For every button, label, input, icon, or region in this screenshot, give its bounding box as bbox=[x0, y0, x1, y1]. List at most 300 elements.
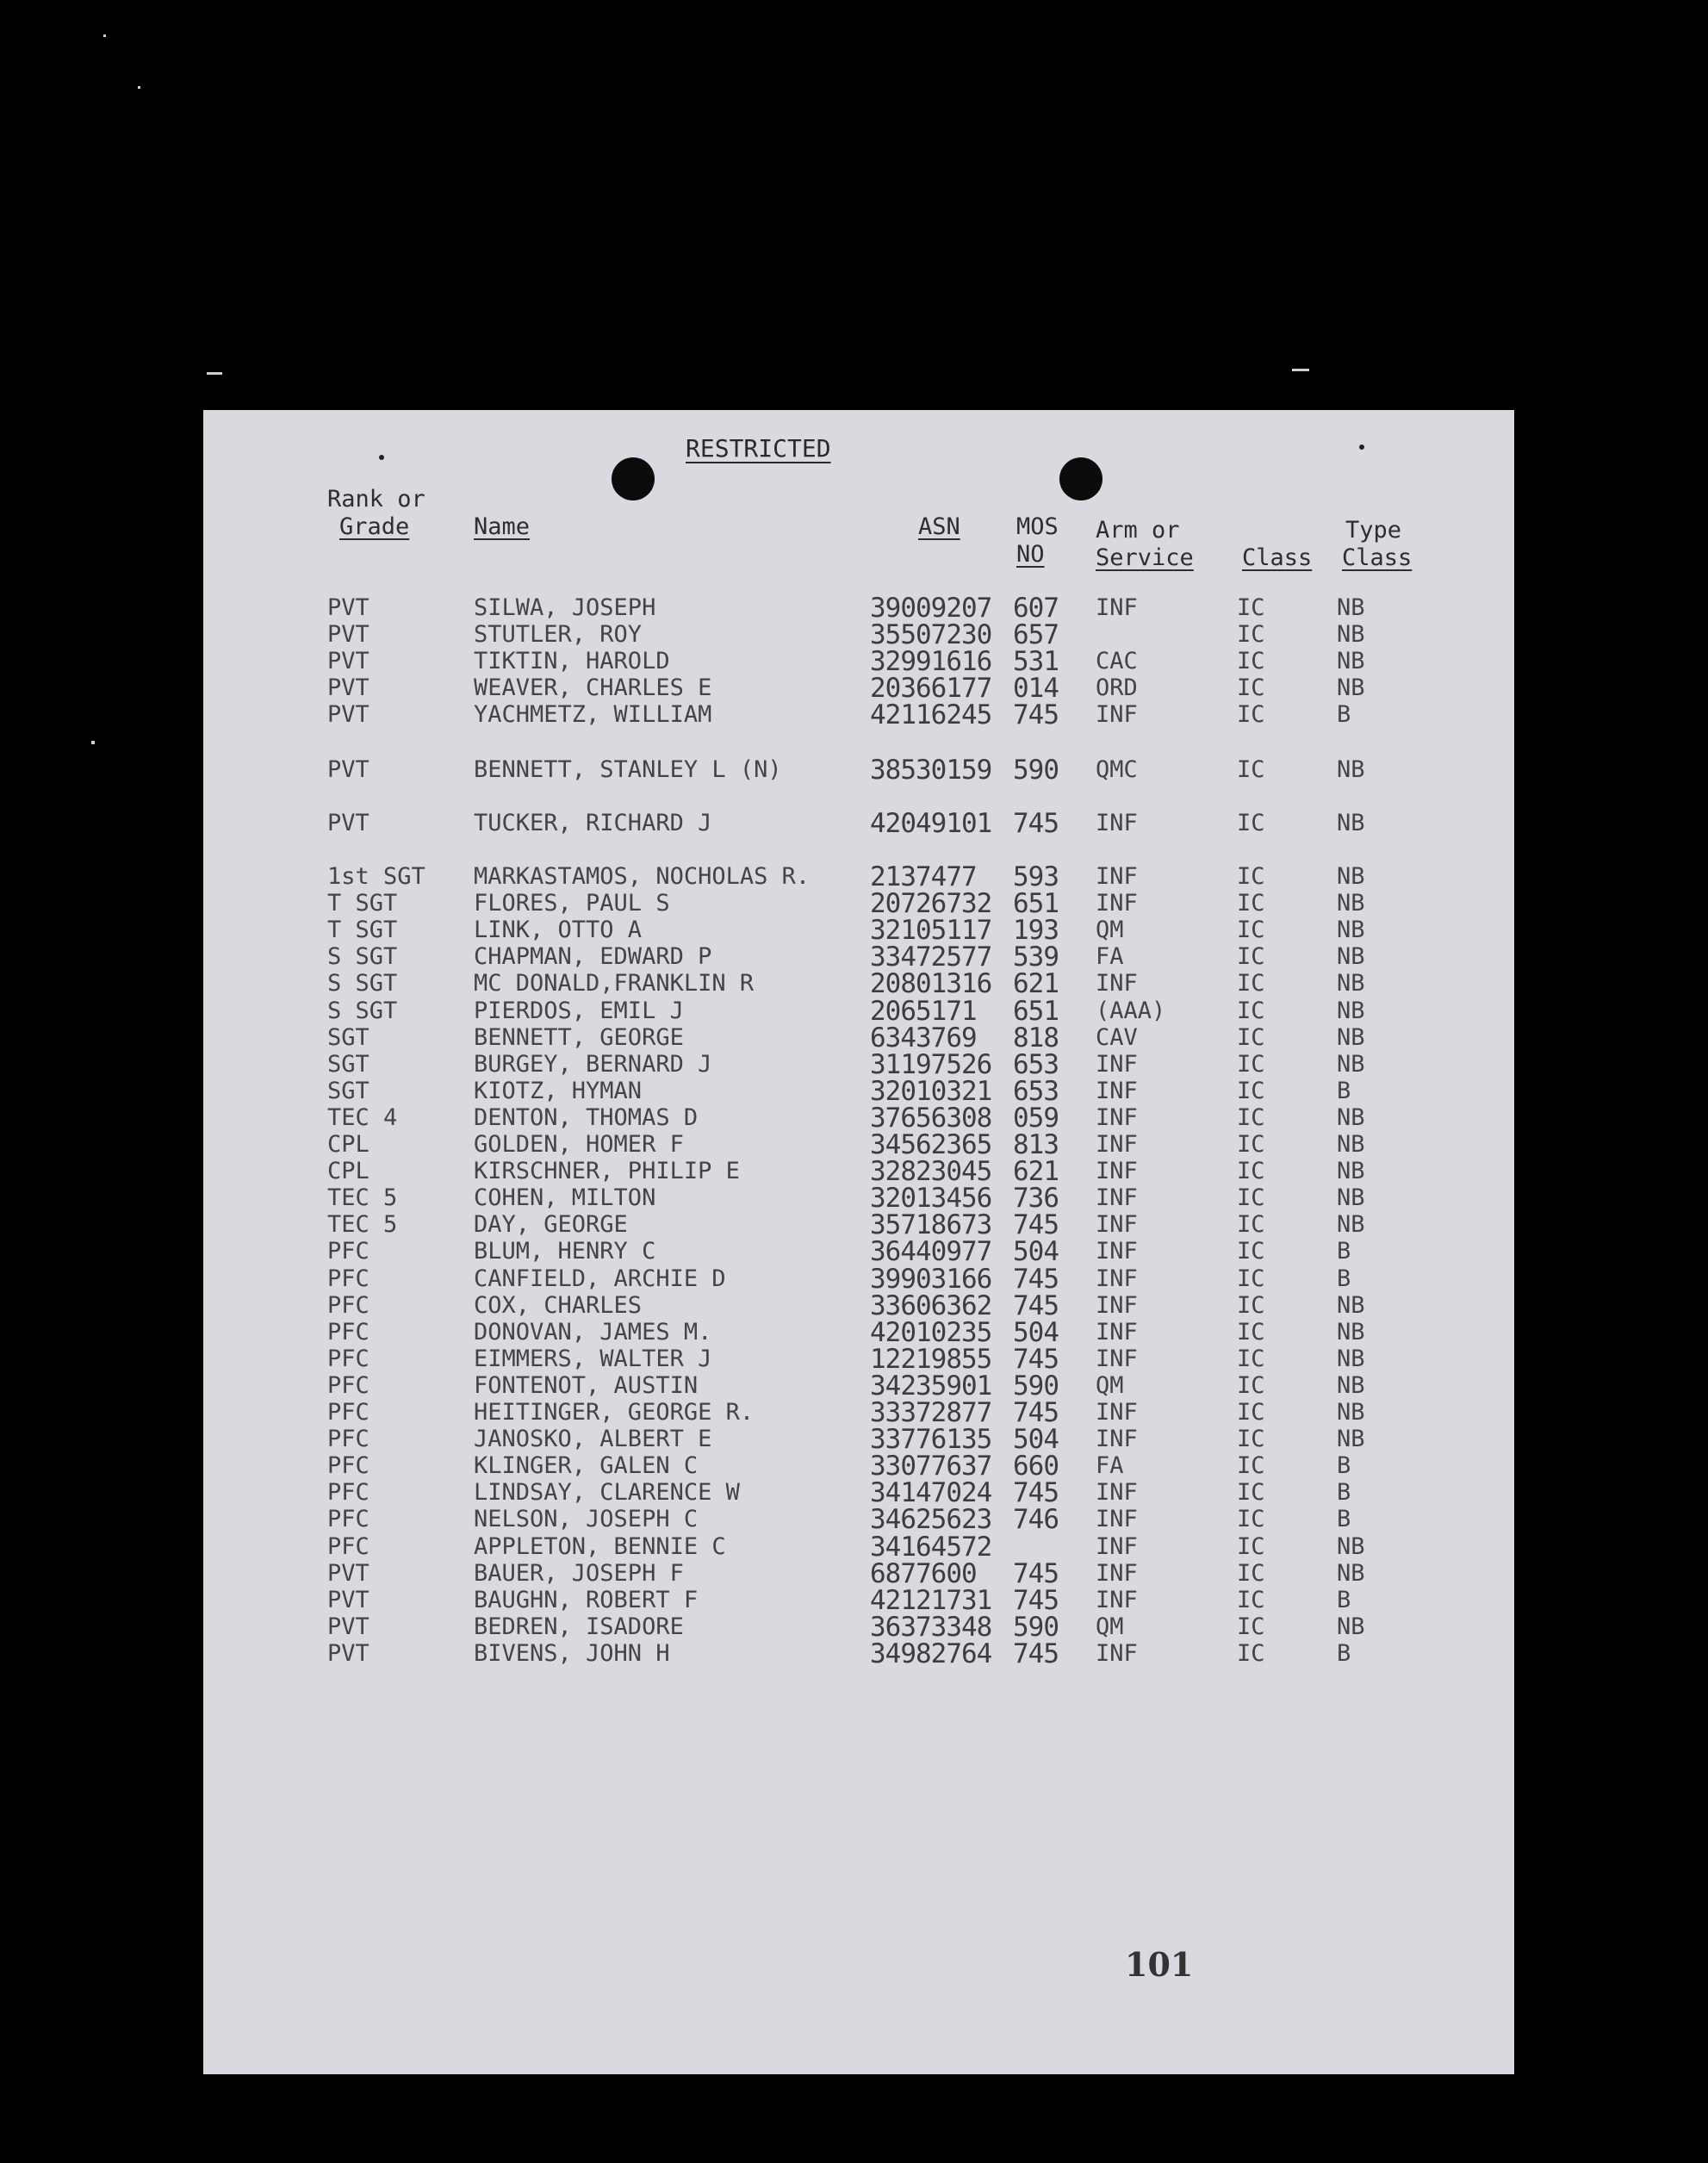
page-number: 101 bbox=[1125, 1945, 1194, 1984]
name-cell: BENNETT, GEORGE bbox=[474, 1023, 684, 1051]
table-row bbox=[203, 701, 1514, 729]
mos-cell: 651 bbox=[1013, 888, 1059, 920]
asn-cell: 32991616 bbox=[870, 646, 992, 677]
table-row bbox=[203, 888, 1514, 920]
type-class-cell: NB bbox=[1337, 1318, 1365, 1346]
arm-cell: CAC bbox=[1096, 648, 1138, 674]
type-class-cell: NB bbox=[1337, 1291, 1365, 1319]
mos-cell: 745 bbox=[1013, 1209, 1059, 1241]
table-row bbox=[203, 1479, 1514, 1507]
class-cell: IC bbox=[1237, 1532, 1265, 1560]
asn-cell: 2137477 bbox=[870, 861, 977, 892]
asn-cell: 34562365 bbox=[870, 1129, 992, 1160]
type-class-cell: B bbox=[1337, 1452, 1351, 1480]
rank-cell: PVT bbox=[327, 701, 370, 728]
mos-cell: 607 bbox=[1013, 593, 1059, 624]
name-cell: BIVENS, JOHN H bbox=[474, 1639, 670, 1667]
mos-cell: 504 bbox=[1013, 1424, 1059, 1456]
rank-cell: TEC 5 bbox=[327, 1184, 398, 1212]
asn-cell: 6343769 bbox=[870, 1022, 977, 1054]
rank-cell: SGT bbox=[327, 1050, 370, 1078]
type-class-cell: NB bbox=[1337, 1211, 1365, 1239]
table-row bbox=[203, 621, 1514, 649]
rank-cell: PFC bbox=[327, 1371, 370, 1399]
type-class-cell: NB bbox=[1337, 756, 1365, 783]
rank-cell: PVT bbox=[327, 1639, 370, 1667]
header-mos-line1: MOS bbox=[1016, 513, 1059, 540]
name-cell: APPLETON, BENNIE C bbox=[474, 1532, 726, 1560]
type-class-cell: B bbox=[1337, 1639, 1351, 1667]
name-cell: JANOSKO, ALBERT E bbox=[474, 1426, 712, 1453]
arm-cell: QM bbox=[1096, 917, 1124, 944]
asn-cell: 32013456 bbox=[870, 1183, 992, 1215]
header-class: Class bbox=[1242, 544, 1313, 571]
name-cell: BURGEY, BERNARD J bbox=[474, 1050, 712, 1078]
table-row bbox=[203, 1183, 1514, 1215]
arm-cell: QM bbox=[1096, 1371, 1124, 1399]
name-cell: BENNETT, STANLEY L (N) bbox=[474, 756, 782, 783]
type-class-cell: NB bbox=[1337, 1103, 1365, 1131]
type-class-cell: B bbox=[1337, 1586, 1351, 1613]
header-type-class bbox=[1342, 517, 1412, 572]
class-cell: IC bbox=[1237, 1426, 1265, 1453]
punch-hole bbox=[612, 457, 655, 500]
mos-cell: 745 bbox=[1013, 1290, 1059, 1321]
header-rank bbox=[327, 486, 425, 541]
arm-cell: INF bbox=[1096, 1399, 1138, 1426]
name-cell: DAY, GEORGE bbox=[474, 1211, 628, 1239]
asn-cell: 38530159 bbox=[870, 755, 992, 786]
table-row bbox=[203, 1316, 1514, 1348]
table-row bbox=[203, 970, 1514, 998]
rank-cell: PVT bbox=[327, 756, 370, 783]
arm-cell: INF bbox=[1096, 1559, 1138, 1587]
classification-banner: RESTRICTED bbox=[686, 434, 831, 463]
class-cell: IC bbox=[1237, 1613, 1265, 1640]
document-page bbox=[203, 410, 1514, 2074]
rank-cell: SGT bbox=[327, 1077, 370, 1104]
type-class-cell: NB bbox=[1337, 1131, 1365, 1158]
rank-cell: PFC bbox=[327, 1265, 370, 1292]
class-cell: IC bbox=[1237, 1371, 1265, 1399]
rank-cell: T SGT bbox=[327, 917, 398, 944]
table-row bbox=[203, 1075, 1514, 1107]
asn-cell: 34625623 bbox=[870, 1504, 992, 1536]
arm-cell: INF bbox=[1096, 1131, 1138, 1158]
type-class-cell: NB bbox=[1337, 970, 1365, 998]
mos-cell: 660 bbox=[1013, 1451, 1059, 1482]
arm-cell: INF bbox=[1096, 1318, 1138, 1346]
header-arm bbox=[1096, 517, 1194, 572]
punch-hole bbox=[1059, 457, 1102, 500]
rank-cell: PVT bbox=[327, 810, 370, 836]
type-class-cell: NB bbox=[1337, 621, 1365, 648]
arm-cell: INF bbox=[1096, 810, 1138, 836]
rank-cell: PFC bbox=[327, 1318, 370, 1346]
arm-cell: QMC bbox=[1096, 756, 1138, 783]
table-row bbox=[203, 1640, 1514, 1668]
table-row bbox=[203, 1024, 1514, 1052]
asn-cell: 32010321 bbox=[870, 1075, 992, 1107]
scan-speck bbox=[1292, 369, 1309, 371]
type-class-cell: NB bbox=[1337, 674, 1365, 701]
scan-speck bbox=[91, 741, 95, 744]
table-row bbox=[203, 648, 1514, 675]
class-cell: IC bbox=[1237, 1399, 1265, 1426]
name-cell: BAUER, JOSEPH F bbox=[474, 1559, 684, 1587]
type-class-cell: NB bbox=[1337, 1613, 1365, 1640]
arm-cell: INF bbox=[1096, 1103, 1138, 1131]
table-row bbox=[203, 995, 1514, 1027]
type-class-cell: B bbox=[1337, 1506, 1351, 1533]
class-cell: IC bbox=[1237, 863, 1265, 890]
name-cell: LINK, OTTO A bbox=[474, 917, 643, 944]
arm-cell: FA bbox=[1096, 1452, 1124, 1480]
header-asn: ASN bbox=[918, 513, 960, 540]
class-cell: IC bbox=[1237, 1506, 1265, 1533]
arm-cell: CAV bbox=[1096, 1023, 1138, 1051]
table-row bbox=[203, 1504, 1514, 1536]
name-cell: KIOTZ, HYMAN bbox=[474, 1077, 643, 1104]
type-class-cell: NB bbox=[1337, 890, 1365, 917]
class-cell: IC bbox=[1237, 1050, 1265, 1078]
class-cell: IC bbox=[1237, 1238, 1265, 1265]
table-row bbox=[203, 1343, 1514, 1375]
mos-cell: 745 bbox=[1013, 699, 1059, 730]
asn-cell: 33077637 bbox=[870, 1451, 992, 1482]
header-arm-line1: Arm or bbox=[1096, 517, 1180, 544]
class-cell: IC bbox=[1237, 1291, 1265, 1319]
name-cell: HEITINGER, GEORGE R. bbox=[474, 1399, 755, 1426]
type-class-cell: B bbox=[1337, 1479, 1351, 1507]
name-cell: GOLDEN, HOMER F bbox=[474, 1131, 684, 1158]
table-row bbox=[203, 1048, 1514, 1080]
type-class-cell: NB bbox=[1337, 863, 1365, 890]
mos-cell: 651 bbox=[1013, 995, 1059, 1027]
asn-cell: 20726732 bbox=[870, 888, 992, 920]
rank-cell: TEC 4 bbox=[327, 1103, 398, 1131]
asn-cell: 42116245 bbox=[870, 699, 992, 730]
type-class-cell: NB bbox=[1337, 1158, 1365, 1185]
arm-cell: INF bbox=[1096, 1479, 1138, 1507]
name-cell: KIRSCHNER, PHILIP E bbox=[474, 1158, 740, 1185]
arm-cell: INF bbox=[1096, 1506, 1138, 1533]
rank-cell: PFC bbox=[327, 1399, 370, 1426]
arm-cell: QM bbox=[1096, 1613, 1124, 1640]
mos-cell: 746 bbox=[1013, 1504, 1059, 1536]
table-row bbox=[203, 1211, 1514, 1239]
type-class-cell: B bbox=[1337, 1077, 1351, 1104]
type-class-cell: NB bbox=[1337, 1184, 1365, 1212]
asn-cell: 33776135 bbox=[870, 1424, 992, 1456]
mos-cell: 745 bbox=[1013, 1557, 1059, 1589]
arm-cell: INF bbox=[1096, 594, 1138, 621]
arm-cell: INF bbox=[1096, 1345, 1138, 1372]
table-row bbox=[203, 1533, 1514, 1561]
table-row bbox=[203, 594, 1514, 622]
name-cell: CANFIELD, ARCHIE D bbox=[474, 1265, 726, 1292]
arm-cell: INF bbox=[1096, 1291, 1138, 1319]
arm-cell: INF bbox=[1096, 1211, 1138, 1239]
rank-cell: PFC bbox=[327, 1506, 370, 1533]
asn-cell: 6877600 bbox=[870, 1557, 977, 1589]
class-cell: IC bbox=[1237, 1158, 1265, 1185]
name-cell: BEDREN, ISADORE bbox=[474, 1613, 684, 1640]
class-cell: IC bbox=[1237, 1318, 1265, 1346]
arm-cell: (AAA) bbox=[1096, 997, 1166, 1024]
name-cell: DONOVAN, JAMES M. bbox=[474, 1318, 712, 1346]
class-cell: IC bbox=[1237, 1452, 1265, 1480]
mos-cell: 745 bbox=[1013, 1638, 1059, 1669]
name-cell: SILWA, JOSEPH bbox=[474, 594, 656, 621]
asn-cell: 2065171 bbox=[870, 995, 977, 1027]
type-class-cell: NB bbox=[1337, 810, 1365, 836]
header-rank-line1: Rank or bbox=[327, 486, 425, 513]
type-class-cell: B bbox=[1337, 1265, 1351, 1292]
mos-cell: 504 bbox=[1013, 1316, 1059, 1348]
table-row bbox=[203, 1265, 1514, 1293]
arm-cell: ORD bbox=[1096, 674, 1138, 701]
name-cell: MC DONALD,FRANKLIN R bbox=[474, 970, 755, 998]
rank-cell: PVT bbox=[327, 1613, 370, 1640]
arm-cell: INF bbox=[1096, 701, 1138, 728]
class-cell: IC bbox=[1237, 1345, 1265, 1372]
table-row bbox=[203, 915, 1514, 947]
name-cell: BAUGHN, ROBERT F bbox=[474, 1586, 699, 1613]
type-class-cell: NB bbox=[1337, 917, 1365, 944]
rank-cell: CPL bbox=[327, 1131, 370, 1158]
type-class-cell: NB bbox=[1337, 1371, 1365, 1399]
asn-cell: 34235901 bbox=[870, 1370, 992, 1402]
type-class-cell: NB bbox=[1337, 1532, 1365, 1560]
paper-mark bbox=[1359, 444, 1364, 450]
class-cell: IC bbox=[1237, 701, 1265, 728]
class-cell: IC bbox=[1237, 970, 1265, 998]
mos-cell: 653 bbox=[1013, 1075, 1059, 1107]
header-name: Name bbox=[474, 513, 531, 540]
mos-cell: 590 bbox=[1013, 1611, 1059, 1643]
table-row bbox=[203, 1452, 1514, 1480]
asn-cell: 42121731 bbox=[870, 1584, 992, 1616]
type-class-cell: NB bbox=[1337, 594, 1365, 621]
table-row bbox=[203, 943, 1514, 971]
arm-cell: INF bbox=[1096, 1532, 1138, 1560]
type-class-cell: B bbox=[1337, 1238, 1351, 1265]
table-row bbox=[203, 810, 1514, 837]
name-cell: CHAPMAN, EDWARD P bbox=[474, 943, 712, 971]
table-row bbox=[203, 1156, 1514, 1188]
asn-cell: 33372877 bbox=[870, 1397, 992, 1428]
rank-cell: PFC bbox=[327, 1452, 370, 1480]
type-class-cell: NB bbox=[1337, 1050, 1365, 1078]
name-cell: TIKTIN, HAROLD bbox=[474, 648, 670, 674]
asn-cell: 35718673 bbox=[870, 1209, 992, 1241]
name-cell: EIMMERS, WALTER J bbox=[474, 1345, 712, 1372]
arm-cell: INF bbox=[1096, 1426, 1138, 1453]
mos-cell: 745 bbox=[1013, 1343, 1059, 1375]
asn-cell: 33472577 bbox=[870, 942, 992, 973]
class-cell: IC bbox=[1237, 1184, 1265, 1212]
rank-cell: PFC bbox=[327, 1238, 370, 1265]
class-cell: IC bbox=[1237, 1265, 1265, 1292]
paper-mark bbox=[379, 455, 384, 460]
mos-cell: 593 bbox=[1013, 861, 1059, 892]
class-cell: IC bbox=[1237, 756, 1265, 783]
type-class-cell: NB bbox=[1337, 1345, 1365, 1372]
mos-cell: 539 bbox=[1013, 942, 1059, 973]
class-cell: IC bbox=[1237, 674, 1265, 701]
arm-cell: INF bbox=[1096, 1238, 1138, 1265]
rank-cell: PVT bbox=[327, 1586, 370, 1613]
table-row bbox=[203, 1236, 1514, 1268]
name-cell: COX, CHARLES bbox=[474, 1291, 643, 1319]
asn-cell: 33606362 bbox=[870, 1290, 992, 1321]
name-cell: PIERDOS, EMIL J bbox=[474, 997, 684, 1024]
arm-cell: INF bbox=[1096, 1050, 1138, 1078]
mos-cell: 531 bbox=[1013, 646, 1059, 677]
class-cell: IC bbox=[1237, 1639, 1265, 1667]
rank-cell: PFC bbox=[327, 1345, 370, 1372]
rank-cell: PFC bbox=[327, 1532, 370, 1560]
header-rank-line2: Grade bbox=[339, 513, 410, 540]
mos-cell: 059 bbox=[1013, 1102, 1059, 1134]
mos-cell: 504 bbox=[1013, 1236, 1059, 1268]
table-row bbox=[203, 1584, 1514, 1616]
scan-speck bbox=[103, 34, 106, 37]
rank-cell: PFC bbox=[327, 1426, 370, 1453]
rank-cell: PFC bbox=[327, 1479, 370, 1507]
arm-cell: INF bbox=[1096, 1586, 1138, 1613]
rank-cell: PFC bbox=[327, 1291, 370, 1319]
name-cell: TUCKER, RICHARD J bbox=[474, 810, 712, 836]
header-mos-line2: NO bbox=[1016, 541, 1045, 568]
table-row bbox=[203, 1292, 1514, 1320]
arm-cell: INF bbox=[1096, 1184, 1138, 1212]
asn-cell: 36373348 bbox=[870, 1611, 992, 1643]
rank-cell: PVT bbox=[327, 594, 370, 621]
mos-cell: 621 bbox=[1013, 968, 1059, 1000]
class-cell: IC bbox=[1237, 1077, 1265, 1104]
table-row bbox=[203, 674, 1514, 702]
class-cell: IC bbox=[1237, 890, 1265, 917]
table-row bbox=[203, 756, 1514, 784]
arm-cell: INF bbox=[1096, 863, 1138, 890]
asn-cell: 42010235 bbox=[870, 1316, 992, 1348]
name-cell: BLUM, HENRY C bbox=[474, 1238, 656, 1265]
asn-cell: 34147024 bbox=[870, 1477, 992, 1509]
mos-cell: 736 bbox=[1013, 1183, 1059, 1215]
arm-cell: FA bbox=[1096, 943, 1124, 971]
class-cell: IC bbox=[1237, 621, 1265, 648]
rank-cell: 1st SGT bbox=[327, 863, 425, 890]
mos-cell: 813 bbox=[1013, 1129, 1059, 1160]
rank-cell: CPL bbox=[327, 1158, 370, 1185]
type-class-cell: NB bbox=[1337, 648, 1365, 674]
header-type-line1: Type bbox=[1345, 517, 1402, 544]
mos-cell: 621 bbox=[1013, 1156, 1059, 1188]
rank-cell: SGT bbox=[327, 1023, 370, 1051]
asn-cell: 32105117 bbox=[870, 915, 992, 947]
name-cell: DENTON, THOMAS D bbox=[474, 1103, 699, 1131]
class-cell: IC bbox=[1237, 1479, 1265, 1507]
rank-cell: PVT bbox=[327, 621, 370, 648]
header-type-line2: Class bbox=[1342, 544, 1413, 571]
name-cell: LINDSAY, CLARENCE W bbox=[474, 1479, 740, 1507]
table-row bbox=[203, 1131, 1514, 1159]
rank-cell: PVT bbox=[327, 648, 370, 674]
type-class-cell: NB bbox=[1337, 1399, 1365, 1426]
asn-cell: 36440977 bbox=[870, 1236, 992, 1268]
class-cell: IC bbox=[1237, 1103, 1265, 1131]
class-cell: IC bbox=[1237, 997, 1265, 1024]
arm-cell: INF bbox=[1096, 1265, 1138, 1292]
asn-cell: 31197526 bbox=[870, 1048, 992, 1080]
name-cell: KLINGER, GALEN C bbox=[474, 1452, 699, 1480]
mos-cell: 657 bbox=[1013, 619, 1059, 650]
type-class-cell: B bbox=[1337, 701, 1351, 728]
class-cell: IC bbox=[1237, 943, 1265, 971]
table-row bbox=[203, 863, 1514, 891]
name-cell: FLORES, PAUL S bbox=[474, 890, 670, 917]
table-row bbox=[203, 1424, 1514, 1456]
asn-cell: 20366177 bbox=[870, 673, 992, 704]
mos-cell: 590 bbox=[1013, 755, 1059, 786]
name-cell: NELSON, JOSEPH C bbox=[474, 1506, 699, 1533]
arm-cell: INF bbox=[1096, 1639, 1138, 1667]
class-cell: IC bbox=[1237, 1559, 1265, 1587]
arm-cell: INF bbox=[1096, 970, 1138, 998]
rank-cell: TEC 5 bbox=[327, 1211, 398, 1239]
asn-cell: 37656308 bbox=[870, 1102, 992, 1134]
table-row bbox=[203, 1557, 1514, 1589]
rank-cell: S SGT bbox=[327, 943, 398, 971]
mos-cell: 193 bbox=[1013, 915, 1059, 947]
arm-cell: INF bbox=[1096, 1077, 1138, 1104]
scan-speck bbox=[207, 372, 222, 375]
rank-cell: S SGT bbox=[327, 997, 398, 1024]
class-cell: IC bbox=[1237, 810, 1265, 836]
name-cell: COHEN, MILTON bbox=[474, 1184, 656, 1212]
class-cell: IC bbox=[1237, 594, 1265, 621]
asn-cell: 35507230 bbox=[870, 619, 992, 650]
mos-cell: 745 bbox=[1013, 1584, 1059, 1616]
class-cell: IC bbox=[1237, 1023, 1265, 1051]
asn-cell: 42049101 bbox=[870, 808, 992, 839]
type-class-cell: NB bbox=[1337, 943, 1365, 971]
asn-cell: 39009207 bbox=[870, 593, 992, 624]
table-row bbox=[203, 1104, 1514, 1132]
rank-cell: PVT bbox=[327, 674, 370, 701]
arm-cell: INF bbox=[1096, 890, 1138, 917]
asn-cell: 34982764 bbox=[870, 1638, 992, 1669]
type-class-cell: NB bbox=[1337, 997, 1365, 1024]
class-cell: IC bbox=[1237, 1211, 1265, 1239]
name-cell: STUTLER, ROY bbox=[474, 621, 643, 648]
mos-cell: 590 bbox=[1013, 1370, 1059, 1402]
mos-cell: 818 bbox=[1013, 1022, 1059, 1054]
header-mos bbox=[1016, 513, 1059, 569]
type-class-cell: NB bbox=[1337, 1426, 1365, 1453]
class-cell: IC bbox=[1237, 1131, 1265, 1158]
mos-cell: 745 bbox=[1013, 1263, 1059, 1295]
name-cell: YACHMETZ, WILLIAM bbox=[474, 701, 712, 728]
class-cell: IC bbox=[1237, 917, 1265, 944]
class-cell: IC bbox=[1237, 1586, 1265, 1613]
asn-cell: 20801316 bbox=[870, 968, 992, 1000]
rank-cell: S SGT bbox=[327, 970, 398, 998]
asn-cell: 12219855 bbox=[870, 1343, 992, 1375]
table-row bbox=[203, 1372, 1514, 1400]
